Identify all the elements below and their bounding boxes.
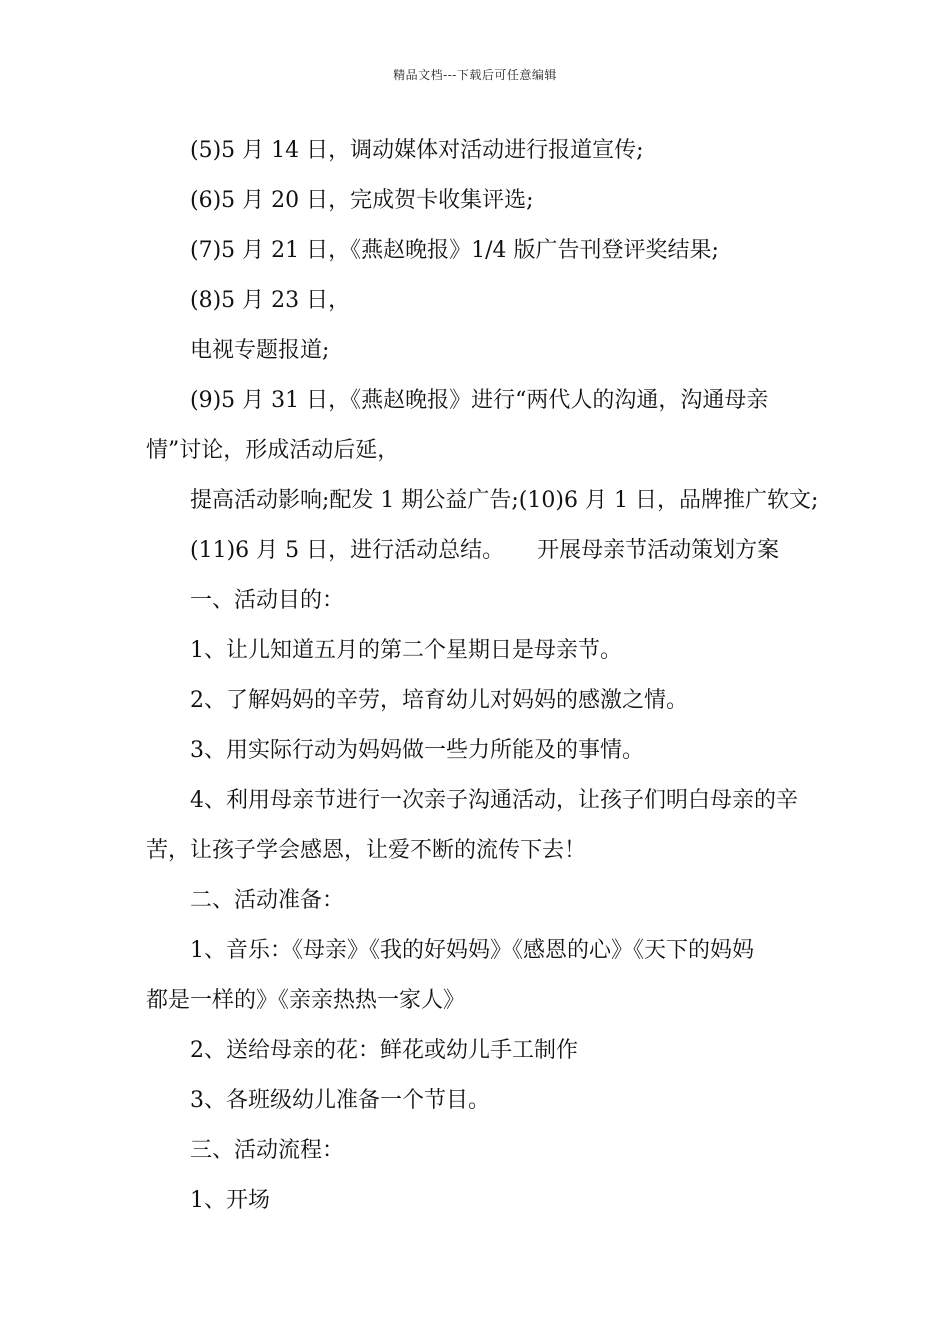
list-item: 1、音乐：《母亲》《我的好妈妈》《感恩的心》《天下的妈妈 [190, 938, 754, 963]
paragraph-line: 电视专题报道; [190, 338, 330, 363]
paragraph-line: 提高活动影响;配发 1 期公益广告;(10)6 月 1 日，品牌推广软文; [190, 488, 819, 513]
document-body [146, 133, 819, 1233]
list-item: 3、用实际行动为妈妈做一些力所能及的事情。 [190, 738, 644, 763]
section-heading: 二、活动准备： [190, 888, 345, 913]
paragraph-line: (5)5 月 14 日，调动媒体对活动进行报道宣传; [190, 138, 644, 163]
list-item: 3、各班级幼儿准备一个节目。 [190, 1088, 490, 1113]
paragraph-line: (9)5 月 31 日，《燕赵晚报》进行“两代人的沟通，沟通母亲 [190, 388, 769, 413]
list-item-continuation: 苦，让孩子学会感恩，让爱不断的流传下去！ [146, 838, 587, 863]
list-item: 4、利用母亲节进行一次亲子沟通活动，让孩子们明白母亲的辛 [190, 788, 798, 813]
section-heading: 三、活动流程： [190, 1138, 345, 1163]
paragraph-line: (6)5 月 20 日，完成贺卡收集评选; [190, 188, 534, 213]
paragraph-line: 情”讨论，形成活动后延， [146, 438, 400, 463]
paragraph-line: (7)5 月 21 日，《燕赵晚报》1/4 版广告刊登评奖结果; [190, 238, 719, 263]
list-item: 1、开场 [190, 1188, 270, 1213]
page-header: 精品文档---下载后可任意编辑 [393, 68, 557, 82]
paragraph-line: (11)6 月 5 日，进行活动总结。 开展母亲节活动策划方案 [190, 538, 780, 563]
section-heading: 一、活动目的： [190, 588, 345, 613]
list-item: 2、了解妈妈的辛劳，培育幼儿对妈妈的感激之情。 [190, 688, 688, 713]
list-item-continuation: 都是一样的》《亲亲热热一家人》 [146, 988, 466, 1013]
list-item: 2、送给母亲的花：鲜花或幼儿手工制作 [190, 1038, 578, 1063]
list-item: 1、让儿知道五月的第二个星期日是母亲节。 [190, 638, 622, 663]
paragraph-line: (8)5 月 23 日， [190, 288, 351, 313]
